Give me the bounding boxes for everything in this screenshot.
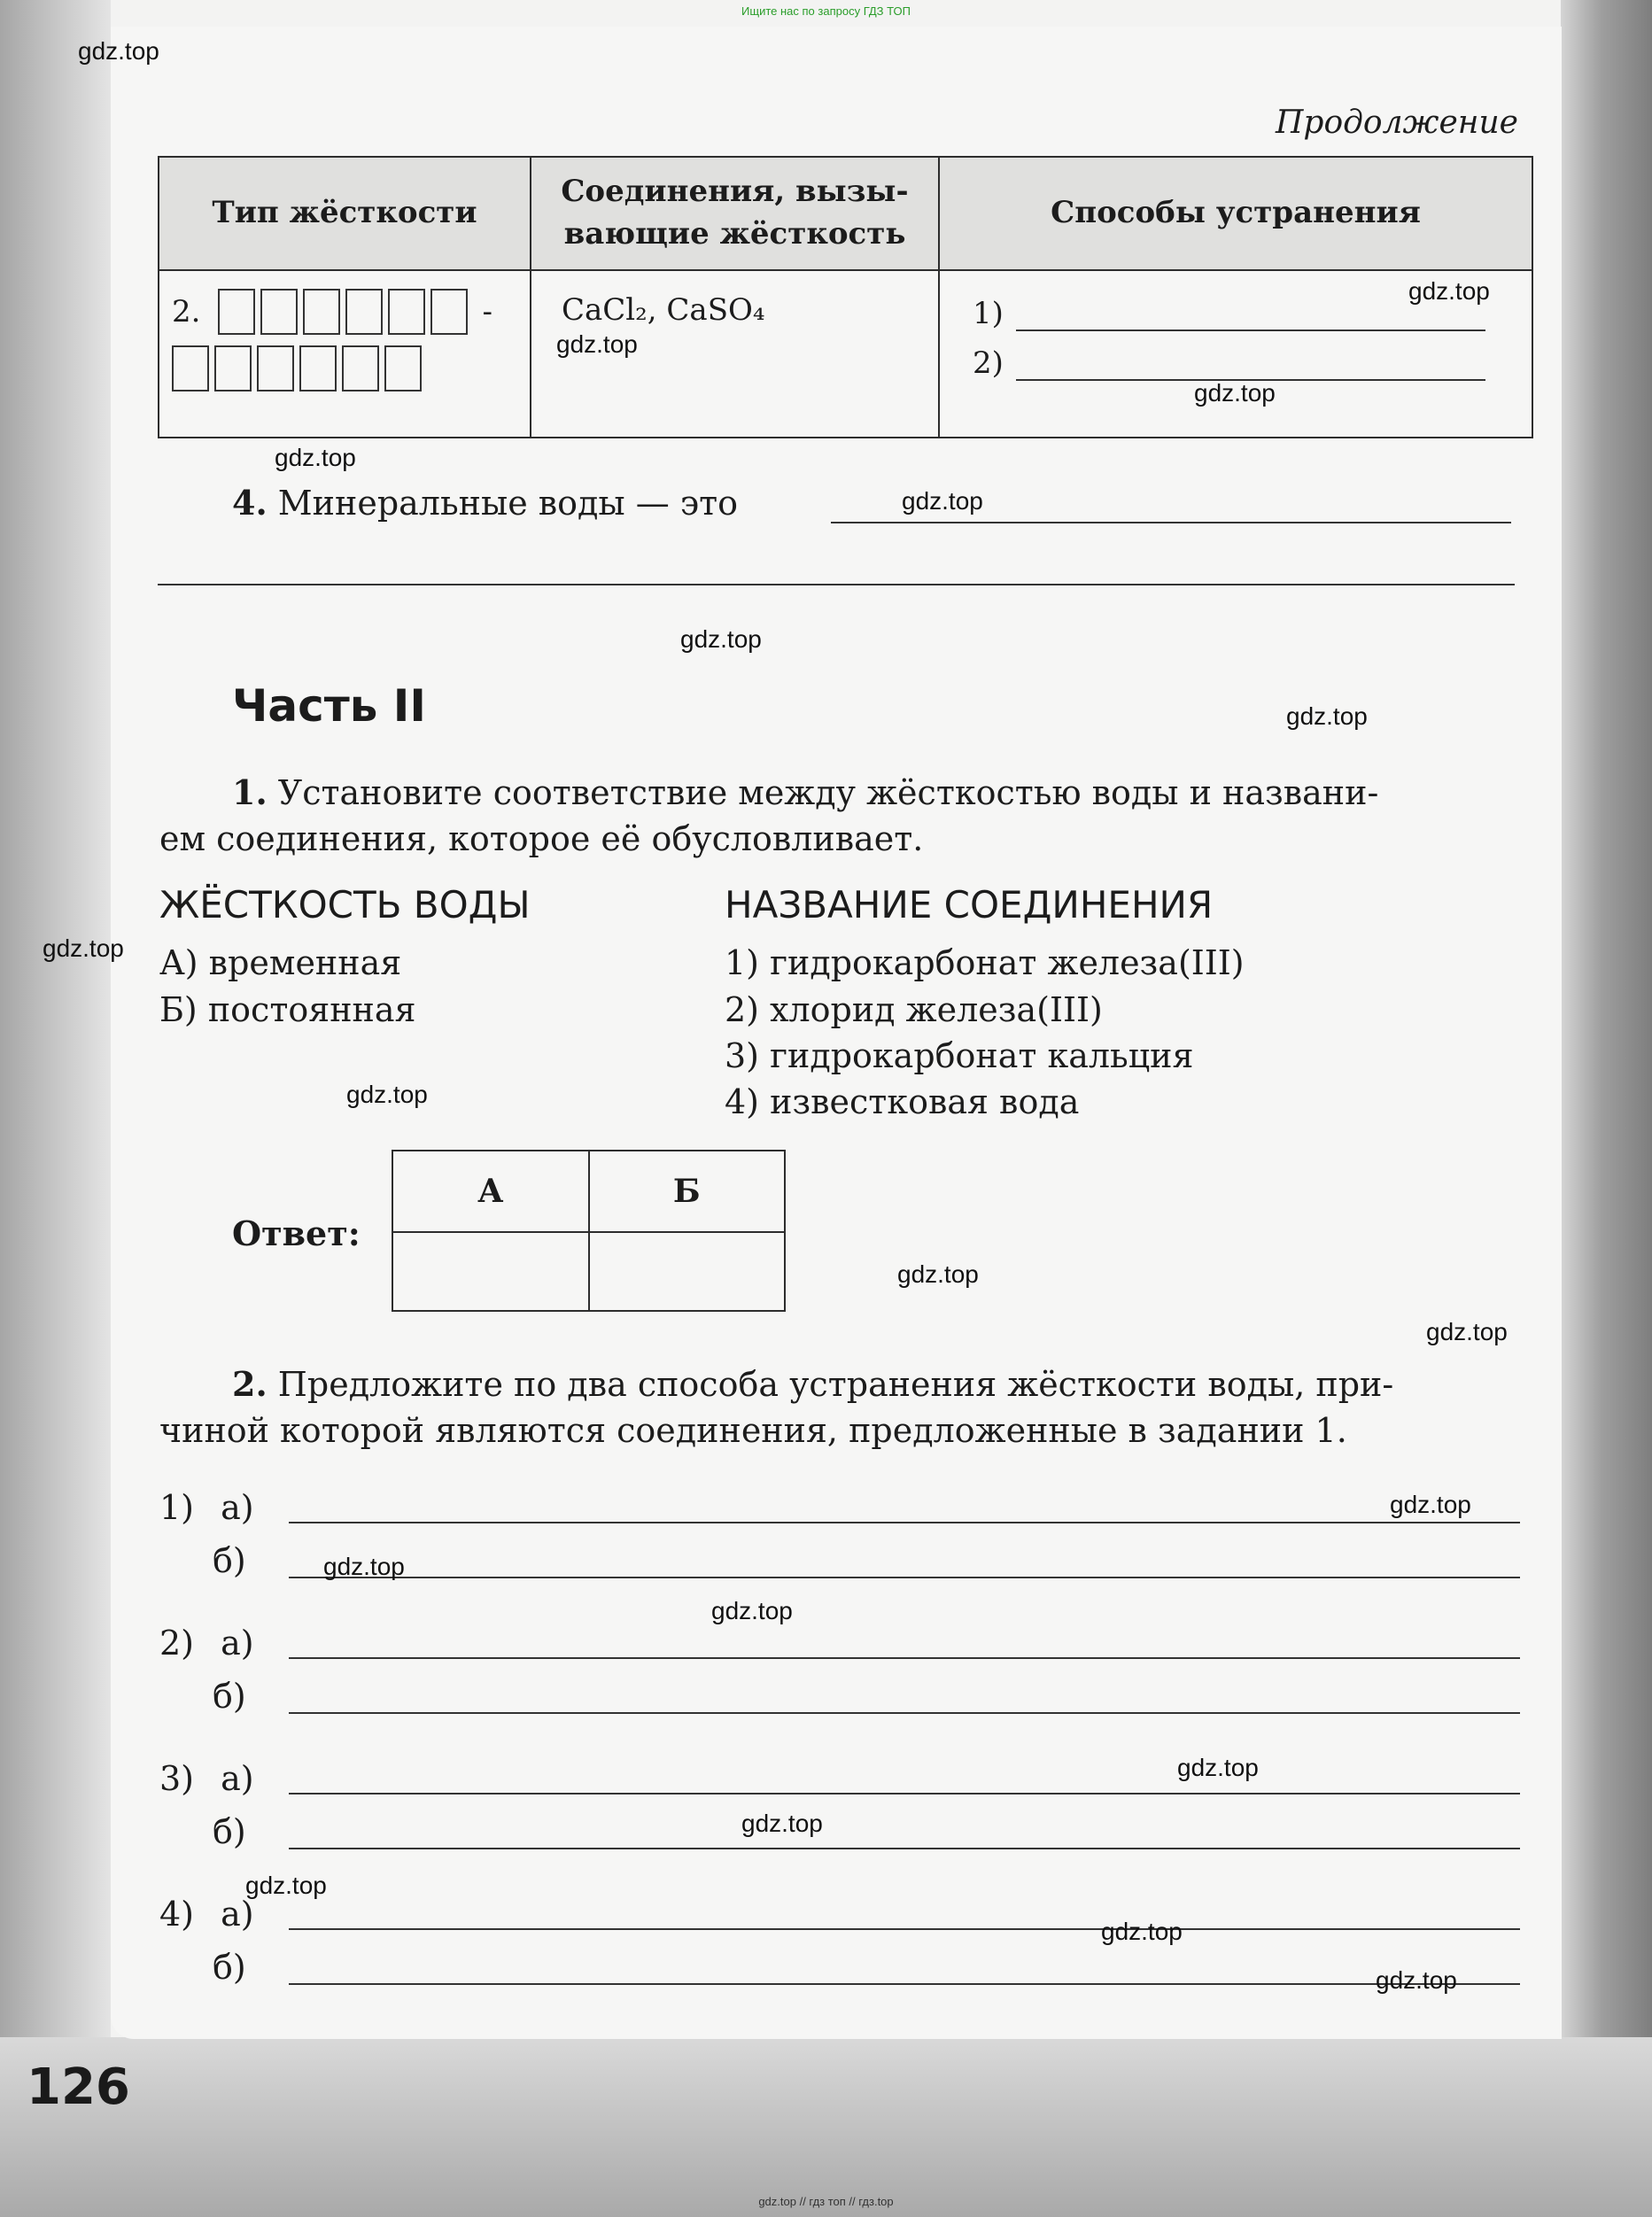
watermark: gdz.top <box>556 330 638 358</box>
q4-text: Минеральные воды — это <box>277 484 739 523</box>
watermark: gdz.top <box>1177 1754 1259 1781</box>
answer-table <box>392 1150 786 1312</box>
watermark: gdz.top <box>1101 1918 1183 1945</box>
watermark: gdz.top <box>275 444 356 471</box>
watermark: gdz.top <box>1286 702 1368 730</box>
answer-line[interactable] <box>158 584 1515 585</box>
answer-cell-b[interactable] <box>589 1232 786 1311</box>
compound-option-3: 3) гидрокарбонат кальция <box>725 1036 1194 1075</box>
part-title: Часть II <box>232 680 426 732</box>
q4-question <box>232 483 738 523</box>
watermark: gdz.top <box>741 1810 823 1837</box>
task1-line1 <box>232 772 1378 812</box>
header-compounds: Соединения, вызы- вающие жёсткость <box>531 157 939 270</box>
q4-number: 4. <box>232 483 268 523</box>
answer-line[interactable] <box>289 1928 1520 1930</box>
letter-box[interactable] <box>299 345 337 391</box>
top-note[interactable]: Ищите нас по запросу ГДЗ ТОП <box>741 4 911 18</box>
watermark: gdz.top <box>245 1872 327 1899</box>
list-item <box>159 1895 254 1934</box>
header-methods: Способы устранения <box>939 157 1532 270</box>
hardness-table <box>158 156 1533 438</box>
letter-box[interactable] <box>303 289 340 335</box>
bottom-note[interactable]: gdz.top // гдз топ // гдз.top <box>758 2195 894 2208</box>
task2-text-line2: чиной которой являются соединения, предложенные в задании 1. <box>159 1411 1347 1450</box>
task2-number: 2. <box>232 1364 268 1404</box>
table-header-row <box>159 157 1532 270</box>
watermark: gdz.top <box>323 1553 405 1580</box>
scan-border-bottom <box>0 2037 1652 2217</box>
row-number: 2. <box>172 294 201 329</box>
watermark: gdz.top <box>43 934 124 962</box>
item-a-label: а) <box>221 1488 254 1527</box>
letter-box[interactable] <box>430 289 468 335</box>
answer-line[interactable] <box>289 1577 1520 1578</box>
item-a-label: а) <box>221 1895 254 1934</box>
task2-line1 <box>232 1364 1393 1404</box>
item-b-label: б) <box>213 1541 246 1580</box>
item-b-label: б) <box>213 1948 246 1987</box>
continuation-label: Продолжение <box>1276 105 1518 141</box>
answer-header-a: А <box>392 1151 589 1232</box>
watermark: gdz.top <box>1376 1966 1457 1994</box>
letter-box[interactable] <box>388 289 425 335</box>
answer-line[interactable] <box>831 522 1511 523</box>
letter-box[interactable] <box>342 345 379 391</box>
item-number: 4) <box>159 1895 195 1934</box>
letter-box[interactable] <box>345 289 383 335</box>
watermark: gdz.top <box>902 487 983 515</box>
scan-border-left <box>0 0 111 2217</box>
method-number: 2) <box>973 345 1004 381</box>
answer-line[interactable] <box>289 1712 1520 1714</box>
letter-box[interactable] <box>260 289 298 335</box>
answer-line[interactable] <box>289 1983 1520 1985</box>
table-row <box>159 270 1532 438</box>
hardness-option-b: Б) постоянная <box>159 990 416 1029</box>
answer-cell-a[interactable] <box>392 1232 589 1311</box>
answer-label: Ответ: <box>232 1213 361 1253</box>
watermark: gdz.top <box>680 625 762 653</box>
watermark: gdz.top <box>897 1260 979 1288</box>
hardness-type-cell <box>159 270 531 438</box>
answer-line[interactable] <box>289 1657 1520 1659</box>
letter-box[interactable] <box>384 345 422 391</box>
list-item <box>159 1488 254 1527</box>
item-number: 1) <box>159 1488 195 1527</box>
task1-number: 1. <box>232 772 268 812</box>
answer-line[interactable] <box>1016 305 1485 331</box>
compound-formulas: CaCl₂, CaSO₄ <box>562 292 765 328</box>
answer-line[interactable] <box>289 1848 1520 1849</box>
watermark: gdz.top <box>1426 1318 1508 1345</box>
watermark: gdz.top <box>78 37 159 65</box>
watermark: gdz.top <box>1194 379 1276 407</box>
task1-text-line1: Установите соответствие между жёсткостью воды и названи- <box>277 773 1379 812</box>
watermark: gdz.top <box>711 1597 793 1624</box>
header-type: Тип жёсткости <box>159 157 531 270</box>
method-number: 1) <box>973 296 1004 331</box>
compound-option-2: 2) хлорид железа(III) <box>725 990 1103 1029</box>
watermark: gdz.top <box>1390 1491 1471 1518</box>
item-a-label: а) <box>221 1624 254 1663</box>
task1-text-line2: ем соединения, которое её обусловливает. <box>159 819 924 858</box>
list-item <box>159 1624 254 1663</box>
compound-option-4: 4) известковая вода <box>725 1082 1080 1121</box>
item-number: 3) <box>159 1759 195 1798</box>
task2-text-line1: Предложите по два способа устранения жёсткости воды, при- <box>277 1365 1394 1404</box>
column-header-hardness: ЖЁСТКОСТЬ ВОДЫ <box>159 883 531 926</box>
letter-box[interactable] <box>257 345 294 391</box>
letter-box[interactable] <box>214 345 252 391</box>
scan-border-right <box>1561 0 1652 2217</box>
letter-box[interactable] <box>218 289 255 335</box>
compound-option-1: 1) гидрокарбонат железа(III) <box>725 943 1245 982</box>
item-b-label: б) <box>213 1677 246 1716</box>
answer-header-b: Б <box>589 1151 786 1232</box>
hardness-option-a: А) временная <box>159 943 402 982</box>
column-header-compound: НАЗВАНИЕ СОЕДИНЕНИЯ <box>725 883 1214 926</box>
page-number: 126 <box>27 2058 130 2116</box>
item-a-label: а) <box>221 1759 254 1798</box>
hyphen: - <box>482 294 492 329</box>
watermark: gdz.top <box>1408 277 1490 305</box>
list-item <box>159 1759 254 1798</box>
answer-line[interactable] <box>289 1793 1520 1795</box>
answer-line[interactable] <box>289 1522 1520 1523</box>
watermark: gdz.top <box>346 1081 428 1108</box>
item-number: 2) <box>159 1624 195 1663</box>
item-b-label: б) <box>213 1812 246 1851</box>
answer-line[interactable] <box>1016 354 1485 381</box>
letter-box[interactable] <box>172 345 209 391</box>
